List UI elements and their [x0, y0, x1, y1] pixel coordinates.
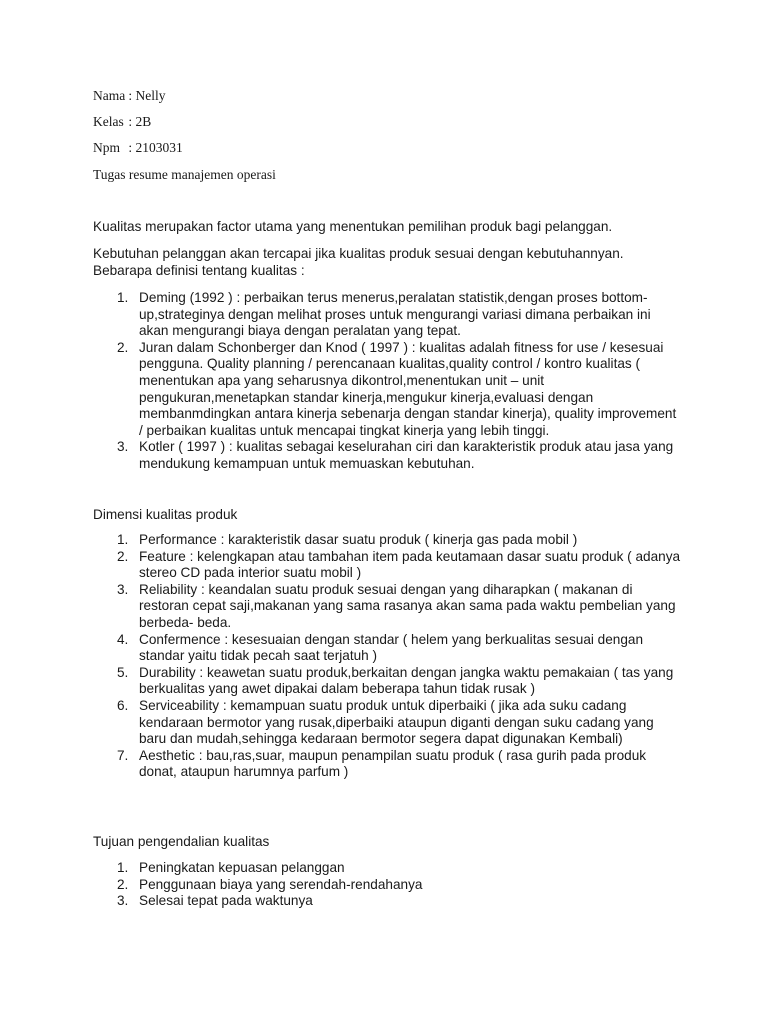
definitions-list: [93, 290, 683, 473]
dimensions-heading: Dimensi kualitas produk: [93, 507, 238, 522]
dimension-item: [93, 748, 683, 781]
definition-item: [93, 340, 683, 440]
list-number: 2.: [117, 339, 129, 355]
npm-row: [93, 139, 183, 157]
dimension-text: Serviceability : kemampuan suatu produk untuk diperbaiki ( jika ada suku cadang kendaraan bermotor yang rusak,diperbaiki ataupun diganti dengan suku cadang yang baru dan mudah,sehingga kedaraan bermotor segera dapat digunakan Kembali): [139, 697, 654, 747]
goal-text: Penggunaan biaya yang serendah-rendahanya: [139, 876, 423, 892]
dimensions-list: [93, 532, 683, 781]
list-number: 2.: [117, 548, 129, 564]
definition-item: [93, 439, 683, 472]
dimension-text: Aesthetic : bau,ras,suar, maupun penampilan suatu produk ( rasa gurih pada produk donat, ataupun harumnya parfum ): [139, 747, 647, 780]
goal-text: Peningkatan kepuasan pelanggan: [139, 860, 345, 875]
list-number: 6.: [117, 697, 129, 713]
npm-value: : 2103031: [128, 140, 183, 155]
goal-item: [93, 860, 683, 877]
list-number: 3.: [117, 893, 129, 909]
goal-item: [93, 877, 683, 894]
dimension-item: [93, 698, 683, 748]
goal-text: Selesai tepat pada waktunya: [139, 893, 313, 909]
dimension-item: [93, 582, 683, 632]
npm-label: Npm: [93, 140, 120, 155]
dimension-item: [93, 665, 683, 698]
dimension-text: Feature : kelengkapan atau tambahan item pada keutamaan dasar suatu produk ( adanya stereo CD pada interior suatu mobil ): [139, 548, 681, 581]
nama-row: [93, 87, 166, 105]
dimension-item: [93, 532, 683, 549]
task-title: Tugas resume manajemen operasi: [93, 167, 276, 182]
kelas-row: [93, 113, 151, 131]
dimension-text: Durability : keawetan suatu produk,berkaitan dengan jangka waktu pemakaian ( tas yang berkualitas yang awet dipakai dalam beberapa tahun tidak rusak ): [139, 664, 674, 697]
nama-label: Nama: [93, 88, 126, 103]
nama-value: : Nelly: [128, 88, 166, 103]
intro-paragraph-1: [93, 219, 693, 236]
kelas-value: : 2B: [128, 114, 152, 129]
intro-text-1: Kualitas merupakan factor utama yang menentukan pemilihan produk bagi pelanggan.: [93, 219, 613, 234]
definition-text: Kotler ( 1997 ) : kualitas sebagai keselurahan ciri dan karakteristik produk atau jasa yang mendukung kemampuan untuk memuaskan kebutuhan.: [139, 439, 674, 471]
dimension-text: Reliability : keandalan suatu produk sesuai dengan yang diharapkan ( makanan di restoran cepat saji,makanan yang sama rasanya akan sama pada waktu pembelian yang berbeda- beda.: [139, 581, 676, 630]
dimension-item: [93, 549, 683, 582]
list-number: 1.: [117, 532, 129, 547]
list-number: 1.: [117, 860, 129, 875]
list-number: 4.: [117, 631, 129, 647]
list-number: 1.: [117, 290, 129, 305]
definition-text: Juran dalam Schonberger dan Knod ( 1997 ) : kualitas adalah fitness for use / kesesuai pengguna. Quality planning / perencanaan kualitas,quality control / kontro kualitas ( menentukan apa yang seharusnya dikontrol,menentukan unit – unit pengukuran,menetapkan standar kinerja,mengukur kinerja,evaluasi dengan membanmdingkan antara kinerja sebenarja dengan standar kinerja), quality improvement / perbaikan kualitas untuk mencapai tingkat kinerja yang lebih tinggi.: [139, 339, 677, 438]
list-number: 3.: [117, 439, 129, 455]
goals-list: [93, 860, 683, 910]
list-number: 3.: [117, 581, 129, 597]
goal-item: [93, 893, 683, 910]
intro-text-2a: Kebutuhan pelanggan akan tercapai jika kualitas produk sesuai dengan kebutuhannyan.: [93, 246, 624, 261]
definition-item: [93, 290, 683, 340]
list-number: 7.: [117, 747, 129, 763]
intro-text-2b: Bebarapa definisi tentang kualitas :: [93, 262, 305, 278]
definition-text: Deming (1992 ) : perbaikan terus menerus,peralatan statistik,dengan proses bottom-up,strateginya dengan melihat proses untuk mengurangi variasi dimana perbaikan ini akan mengurangi biaya dengan peralatan yang tepat.: [139, 290, 651, 339]
goals-heading: Tujuan pengendalian kualitas: [93, 834, 270, 849]
list-number: 2.: [117, 876, 129, 892]
intro-paragraph-2: [93, 246, 693, 279]
dimension-text: Performance : karakteristik dasar suatu produk ( kinerja gas pada mobil ): [139, 532, 578, 547]
dimension-text: Confermence : kesesuaian dengan standar ( helem yang berkualitas sesuai dengan standar yaitu tidak pecah saat terjatuh ): [139, 631, 644, 664]
dimension-item: [93, 632, 683, 665]
kelas-label: Kelas: [93, 114, 124, 129]
list-number: 5.: [117, 664, 129, 680]
